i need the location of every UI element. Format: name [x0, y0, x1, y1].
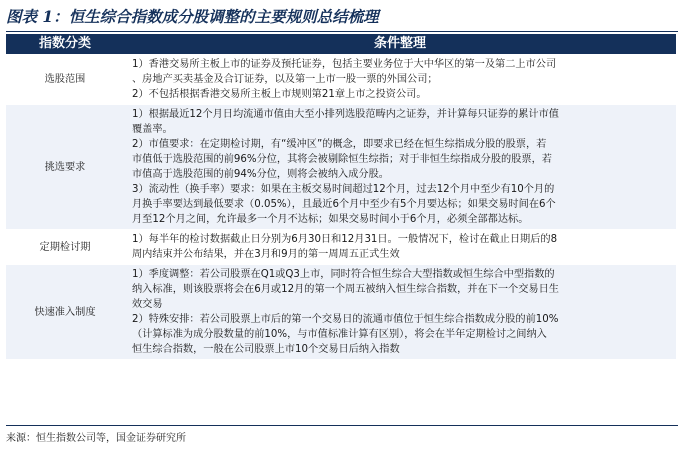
figure-title: 图表 1：恒生综合指数成分股调整的主要规则总结梳理 — [6, 7, 379, 26]
condition-line: 2）不包括根据香港交易所主板上市规则第21章上市之投资公司。 — [132, 89, 427, 100]
row-conditions — [124, 55, 676, 105]
condition-line: 市值高于选股范围的前94%分位，则将会被纳入成分股。 — [132, 169, 389, 180]
header-conditions: 条件整理 — [124, 34, 676, 55]
condition-line: 月至12个月之间，允许最多一个月不达标；如果交易时间小于6个月，必须全部都达标。 — [132, 214, 529, 225]
condition-line: 恒生综合指数，一般在公司股票上市10个交易日后纳入指数 — [132, 344, 400, 355]
condition-line: 1）每半年的检讨数据截止日分别为6月30日和12月31日。一般情况下，检讨在截止日期后的8 — [132, 234, 558, 245]
table-row — [6, 105, 676, 230]
table-row — [6, 55, 676, 105]
condition-line: 2）特殊安排：若公司股票上市后的第一个交易日的流通市值位于恒生综合指数成分股的前10% — [132, 314, 559, 325]
condition-line: （计算标准为成分股数量的前10%，与市值标准计算有区别），将会在半年定期检讨之间纳入 — [132, 329, 547, 340]
header-category: 指数分类 — [6, 34, 124, 55]
condition-line: 1）根据最近12个月日均流通市值由大至小排列选股范畴内之证券，并计算每只证券的累计市值 — [132, 109, 559, 120]
condition-line: 2）市值要求：在定期检讨期，有“缓冲区”的概念，即要求已经在恒生综指成分股的股票，若 — [132, 139, 547, 150]
condition-line: 1）季度调整：若公司股票在Q1或Q3上市，同时符合恒生综合大型指数或恒生综合中型指数的 — [132, 269, 555, 280]
condition-line: 3）流动性（换手率）要求：如果在主板交易时间超过12个月，过去12个月中至少有10个月的 — [132, 184, 555, 195]
row-category: 定期检讨期 — [6, 230, 124, 265]
bottom-divider — [6, 425, 678, 426]
table-row — [6, 265, 676, 360]
condition-line: 周内结束并公布结果，并在3月和9月的第一周周五正式生效 — [132, 249, 400, 260]
table-header-row — [6, 34, 676, 55]
condition-line: 纳入标准，则该股票将会在6月或12月的第一个周五被纳入恒生综合指数，并在下一个交易日生 — [132, 284, 559, 295]
row-conditions — [124, 265, 676, 360]
condition-line: 月换手率要达到最低要求（0.05%），且最近6个月中至少有5个月要达标；如果交易时间在6个 — [132, 199, 556, 210]
rules-table — [6, 34, 676, 359]
row-category: 快速准入制度 — [6, 265, 124, 360]
table-body — [6, 55, 676, 360]
table-row — [6, 230, 676, 265]
row-conditions — [124, 105, 676, 230]
condition-line: 1）香港交易所主板上市的证券及预托证券，包括主要业务位于大中华区的第一及第二上市公司 — [132, 59, 557, 70]
title-divider — [6, 31, 678, 32]
condition-line: 、房地产买卖基金及合订证券，以及第一上市一股一票的外国公司； — [132, 74, 438, 85]
condition-line: 市值低于选股范围的前96%分位，其将会被剔除恒生综指；对于非恒生综指成分股的股票，若 — [132, 154, 552, 165]
condition-line: 覆盖率。 — [132, 124, 173, 135]
row-category: 选股范围 — [6, 55, 124, 105]
row-conditions — [124, 230, 676, 265]
row-category: 挑选要求 — [6, 105, 124, 230]
source-note: 来源：恒生指数公司等，国金证券研究所 — [6, 433, 186, 444]
condition-line: 效交易 — [132, 299, 163, 310]
